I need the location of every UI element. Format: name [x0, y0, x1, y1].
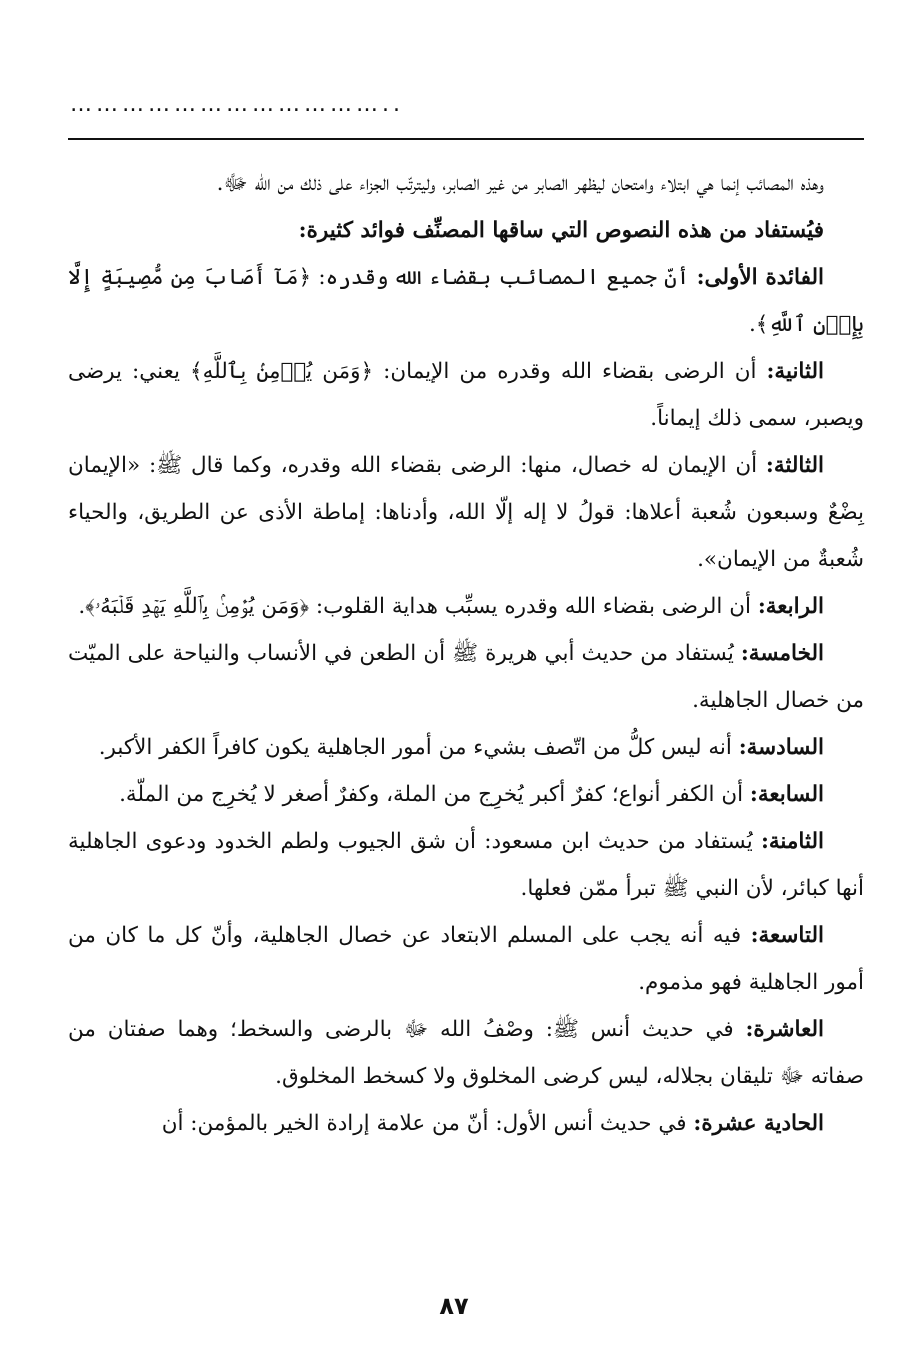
lead-text: فيُستفاد من هذه النصوص التي ساقها المصنِّف فوائد كثيرة:	[298, 218, 824, 243]
benefit-text: أنّ جميع المصائب بقضاء الله وقدره: ﴿مَآ أَصَابَ مِن مُّصِيبَةٍ إِلَّا بِإِذۡنِ ٱللَّهِ﴾.	[68, 265, 864, 337]
paragraph-benefit-7	[68, 771, 864, 818]
paragraph-lead	[68, 207, 864, 254]
page-number: ٨٧	[439, 1292, 469, 1320]
benefit-heading: الرابعة:	[757, 594, 824, 619]
header-rule	[68, 138, 864, 140]
paragraph-text: وهذه المصائب إنما هي ابتلاء وامتحان ليظهر الصابر من غير الصابر، وليترتّب الجزاء على ذلك من الله ﷻ.	[216, 171, 824, 196]
benefit-text: أن الرضى بقضاء الله وقدره من الإيمان: ﴿وَمَن يُؤۡمِنۢ بِٱللَّهِ﴾ يعني: يرضى ويصبر، سمى ذلك إيماناً.	[68, 359, 864, 431]
benefit-text: أن الكفر أنواع؛ كفرٌ أكبر يُخرِج من الملة، وكفرٌ أصغر لا يُخرِج من الملّة.	[119, 782, 750, 807]
benefit-text: أن الرضى بقضاء الله وقدره يسبِّب هداية القلوب: ﴿وَمَن يُؤۡمِنۢ بِٱللَّهِ يَهۡدِ قَلۡبَهُۥ﴾.	[78, 594, 758, 619]
benefit-heading: السابعة:	[749, 782, 824, 807]
benefit-heading: الثالثة:	[765, 453, 824, 478]
benefit-text: فيه أنه يجب على المسلم الابتعاد عن خصال الجاهلية، وأنّ كل ما كان من أمور الجاهلية فهو مذموم.	[68, 923, 864, 995]
benefit-text: في حديث أنس الأول: أنّ من علامة إرادة الخير بالمؤمن: أن	[161, 1111, 694, 1136]
paragraph-benefit-9	[68, 912, 864, 1006]
benefit-text: أن الإيمان له خصال، منها: الرضى بقضاء الله وقدره، وكما قال ﷺ: «الإيمان بِضْعٌ وسبعون شُعبة أعلاها: قولُ لا إله إلّا الله، وأدناها: إماطة الأذى عن الطريق، والحياء شُعبةٌ من الإيمان».	[68, 453, 864, 572]
main-text	[68, 160, 864, 1147]
paragraph-benefit-11	[68, 1100, 864, 1147]
paragraph-benefit-2	[68, 348, 864, 442]
benefit-text: في حديث أنس ﷺ: وصْفُ الله ﷻ بالرضى والسخط؛ وهما صفتان من صفاته ﷻ تليقان بجلاله، ليس كرضى المخلوق ولا كسخط المخلوق.	[68, 1017, 864, 1089]
benefit-heading: الثامنة:	[760, 829, 824, 854]
paragraph-intro	[68, 160, 864, 207]
paragraph-benefit-4	[68, 583, 864, 630]
paragraph-benefit-3	[68, 442, 864, 583]
paragraph-benefit-6	[68, 724, 864, 771]
paragraph-benefit-1	[68, 254, 864, 348]
benefit-text: أنه ليس كلُّ من اتّصف بشيء من أمور الجاهلية يكون كافراً الكفر الأكبر.	[98, 735, 739, 760]
benefit-heading: الثانية:	[766, 359, 824, 384]
paragraph-benefit-8	[68, 818, 864, 912]
benefit-heading: الفائدة الأولى:	[696, 265, 824, 290]
paragraph-benefit-10	[68, 1006, 864, 1100]
benefit-text: يُستفاد من حديث ابن مسعود: أن شق الجيوب ولطم الخدود ودعوى الجاهلية أنها كبائر، لأن النبي ﷺ تبرأ ممّن فعلها.	[68, 829, 864, 901]
paragraph-benefit-5	[68, 630, 864, 724]
header-dotted-line: ………………………………..	[70, 92, 404, 117]
benefit-heading: العاشرة:	[745, 1017, 824, 1042]
benefit-heading: الحادية عشرة:	[693, 1111, 824, 1136]
benefit-heading: التاسعة:	[750, 923, 824, 948]
benefit-heading: الخامسة:	[740, 641, 824, 666]
benefit-text: يُستفاد من حديث أبي هريرة ﷺ أن الطعن في الأنساب والنياحة على الميّت من خصال الجاهلية.	[68, 641, 864, 713]
benefit-heading: السادسة:	[738, 735, 824, 760]
